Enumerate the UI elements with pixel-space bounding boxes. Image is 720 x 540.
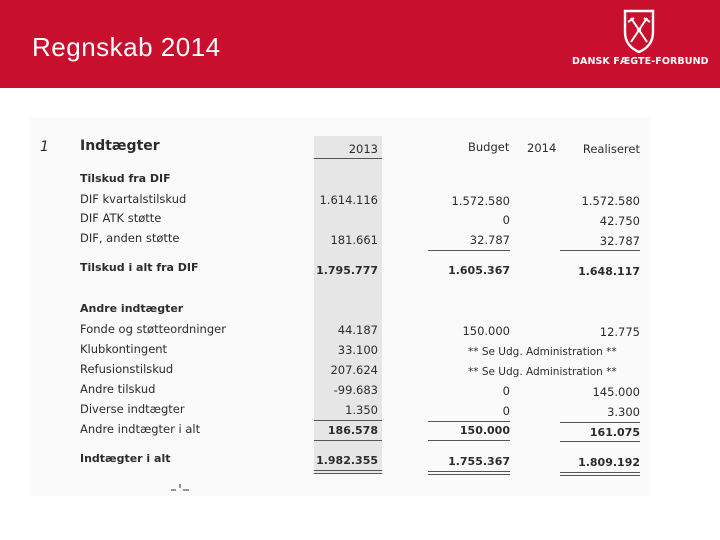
grand-total-value-realized: 1.809.192 bbox=[578, 456, 640, 469]
row-value-budget: 32.787 bbox=[469, 233, 510, 247]
group-heading: Andre indtægter bbox=[80, 302, 184, 315]
scan-artifact bbox=[170, 484, 190, 492]
subtotal-rule bbox=[314, 420, 382, 421]
grand-total-double-rule bbox=[428, 471, 510, 475]
col-header-2013: 2013 bbox=[348, 142, 378, 156]
table-title: Indtægter bbox=[80, 138, 160, 154]
header-underline bbox=[314, 158, 382, 159]
header-bar bbox=[0, 0, 720, 88]
row-value-realized: 32.787 bbox=[599, 234, 640, 248]
subtotal-value-realized: 1.648.117 bbox=[578, 265, 640, 278]
row-note: ** Se Udg. Administration ** bbox=[468, 366, 617, 378]
fencing-shield-icon bbox=[620, 8, 658, 54]
row-label: Diverse indtægter bbox=[80, 402, 185, 416]
row-value-budget: 0 bbox=[502, 213, 510, 227]
row-label: DIF kvartalstilskud bbox=[80, 192, 187, 206]
scanned-budget-table bbox=[30, 118, 650, 496]
row-value-2013: 181.661 bbox=[330, 233, 378, 247]
row-value-budget: 0 bbox=[502, 384, 510, 398]
group-heading: Tilskud fra DIF bbox=[80, 172, 171, 185]
subtotal-value-budget: 1.605.367 bbox=[448, 264, 510, 277]
row-label: Fonde og støtteordninger bbox=[80, 322, 226, 336]
row-label: DIF ATK støtte bbox=[80, 211, 162, 225]
row-label: Refusionstilskud bbox=[80, 362, 174, 376]
row-value-2013: 33.100 bbox=[337, 343, 378, 357]
subtotal-value-realized: 161.075 bbox=[589, 426, 640, 439]
subtotal-rule bbox=[428, 250, 510, 251]
subtotal-rule bbox=[428, 421, 510, 422]
col-header-realized: Realiseret bbox=[582, 142, 640, 156]
row-value-2013: 1.350 bbox=[345, 403, 378, 417]
row-value-realized: 1.572.580 bbox=[581, 194, 640, 208]
subtotal-rule bbox=[560, 441, 640, 442]
row-value-realized: 42.750 bbox=[599, 214, 640, 228]
row-value-2013: 1.614.116 bbox=[319, 193, 378, 207]
subtotal-rule bbox=[560, 250, 640, 251]
row-label: Klubkontingent bbox=[80, 342, 168, 356]
row-note: ** Se Udg. Administration ** bbox=[468, 346, 617, 358]
col-header-2014: 2014 bbox=[527, 141, 557, 155]
row-value-2013: 44.187 bbox=[337, 323, 378, 337]
subtotal-value-2013: 1.795.777 bbox=[316, 264, 378, 277]
grand-total-double-rule bbox=[314, 470, 382, 474]
row-value-budget: 1.572.580 bbox=[451, 194, 510, 208]
row-value-realized: 145.000 bbox=[592, 385, 640, 399]
subtotal-label: Andre indtægter i alt bbox=[80, 422, 201, 436]
section-number: 1 bbox=[40, 139, 49, 155]
grand-total-label: Indtægter i alt bbox=[80, 452, 171, 465]
grand-total-value-2013: 1.982.355 bbox=[316, 454, 378, 467]
col-header-budget: Budget bbox=[468, 140, 510, 154]
row-value-2013: -99.683 bbox=[333, 383, 378, 397]
federation-logo bbox=[572, 8, 708, 70]
subtotal-label: Tilskud i alt fra DIF bbox=[80, 261, 199, 274]
subtotal-rule bbox=[314, 440, 382, 441]
row-value-realized: 3.300 bbox=[607, 405, 640, 419]
row-value-budget: 0 bbox=[502, 404, 510, 418]
slide-title: Regnskab 2014 bbox=[32, 32, 221, 62]
logo-text: DANSK FÆGTE-FORBUND bbox=[572, 56, 709, 67]
row-value-2013: 207.624 bbox=[330, 363, 378, 377]
subtotal-rule bbox=[560, 422, 640, 423]
grand-total-value-budget: 1.755.367 bbox=[448, 455, 510, 468]
row-label: DIF, anden støtte bbox=[80, 231, 180, 245]
row-value-realized: 12.775 bbox=[599, 325, 640, 339]
row-label: Andre tilskud bbox=[80, 382, 156, 396]
row-value-budget: 150.000 bbox=[462, 324, 510, 338]
grand-total-double-rule bbox=[560, 472, 640, 476]
subtotal-value-budget: 150.000 bbox=[459, 424, 510, 437]
subtotal-value-2013: 186.578 bbox=[327, 424, 378, 437]
subtotal-rule bbox=[428, 440, 510, 441]
